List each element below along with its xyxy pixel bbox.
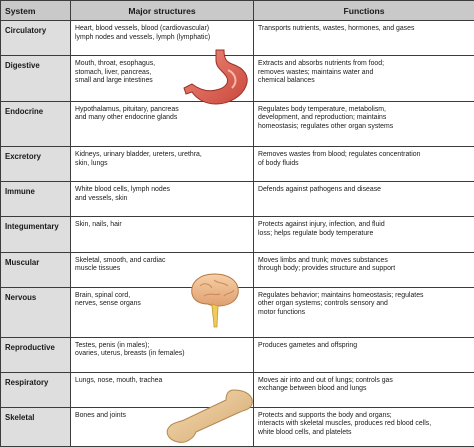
table-row bbox=[1, 407, 474, 446]
system-name: Muscular bbox=[1, 252, 71, 287]
structures-cell: Heart, blood vessels, blood (cardiovascular) lymph nodes and vessels, lymph (lymphatic) bbox=[71, 21, 254, 56]
structures-cell: Kidneys, urinary bladder, ureters, urethra, skin, lungs bbox=[71, 147, 254, 182]
system-name: Digestive bbox=[1, 56, 71, 102]
functions-cell: Protects against injury, infection, and fluid loss; helps regulate body temperature bbox=[254, 217, 474, 252]
system-name: Integumentary bbox=[1, 217, 71, 252]
functions-cell: Regulates behavior; maintains homeostasis; regulates other organ systems; controls sensory and motor functions bbox=[254, 287, 474, 337]
header-system: System bbox=[1, 1, 71, 21]
table-row bbox=[1, 372, 474, 407]
system-name: Circulatory bbox=[1, 21, 71, 56]
structures-cell: Testes, penis (in males); ovaries, uterus, breasts (in females) bbox=[71, 337, 254, 372]
structures-cell: Mouth, throat, esophagus, stomach, liver, pancreas, small and large intestines bbox=[71, 56, 254, 102]
system-name: Immune bbox=[1, 182, 71, 217]
table-row bbox=[1, 21, 474, 56]
functions-cell: Regulates body temperature, metabolism, development, and reproduction; maintains homeostasis; regulates other organ systems bbox=[254, 101, 474, 147]
header-major-structures: Major structures bbox=[71, 1, 254, 21]
system-name: Excretory bbox=[1, 147, 71, 182]
table-row bbox=[1, 182, 474, 217]
table-row bbox=[1, 287, 474, 337]
table-row bbox=[1, 101, 474, 147]
system-name: Respiratory bbox=[1, 372, 71, 407]
functions-cell: Extracts and absorbs nutrients from food; removes wastes; maintains water and chemical balances bbox=[254, 56, 474, 102]
table-header-row bbox=[1, 1, 474, 21]
functions-cell: Removes wastes from blood; regulates concentration of body fluids bbox=[254, 147, 474, 182]
table-row bbox=[1, 56, 474, 102]
structures-cell: Lungs, nose, mouth, trachea bbox=[71, 372, 254, 407]
table-row bbox=[1, 217, 474, 252]
table-row bbox=[1, 337, 474, 372]
system-name: Nervous bbox=[1, 287, 71, 337]
system-name: Endocrine bbox=[1, 101, 71, 147]
functions-cell: Moves limbs and trunk; moves substances through body; provides structure and support bbox=[254, 252, 474, 287]
functions-cell: Defends against pathogens and disease bbox=[254, 182, 474, 217]
table-row bbox=[1, 252, 474, 287]
structures-cell: Brain, spinal cord, nerves, sense organs bbox=[71, 287, 254, 337]
functions-cell: Produces gametes and offspring bbox=[254, 337, 474, 372]
functions-cell: Transports nutrients, wastes, hormones, and gases bbox=[254, 21, 474, 56]
system-name: Reproductive bbox=[1, 337, 71, 372]
structures-cell: Bones and joints bbox=[71, 407, 254, 446]
table-row bbox=[1, 147, 474, 182]
system-name: Skeletal bbox=[1, 407, 71, 446]
header-functions: Functions bbox=[254, 1, 474, 21]
functions-cell: Protects and supports the body and organs; interacts with skeletal muscles, produces red blood cells, white blood cells, and platelets bbox=[254, 407, 474, 446]
structures-cell: Skin, nails, hair bbox=[71, 217, 254, 252]
functions-cell: Moves air into and out of lungs; controls gas exchange between blood and lungs bbox=[254, 372, 474, 407]
structures-cell: Hypothalamus, pituitary, pancreas and many other endocrine glands bbox=[71, 101, 254, 147]
structures-cell: Skeletal, smooth, and cardiac muscle tissues bbox=[71, 252, 254, 287]
structures-cell: White blood cells, lymph nodes and vessels, skin bbox=[71, 182, 254, 217]
